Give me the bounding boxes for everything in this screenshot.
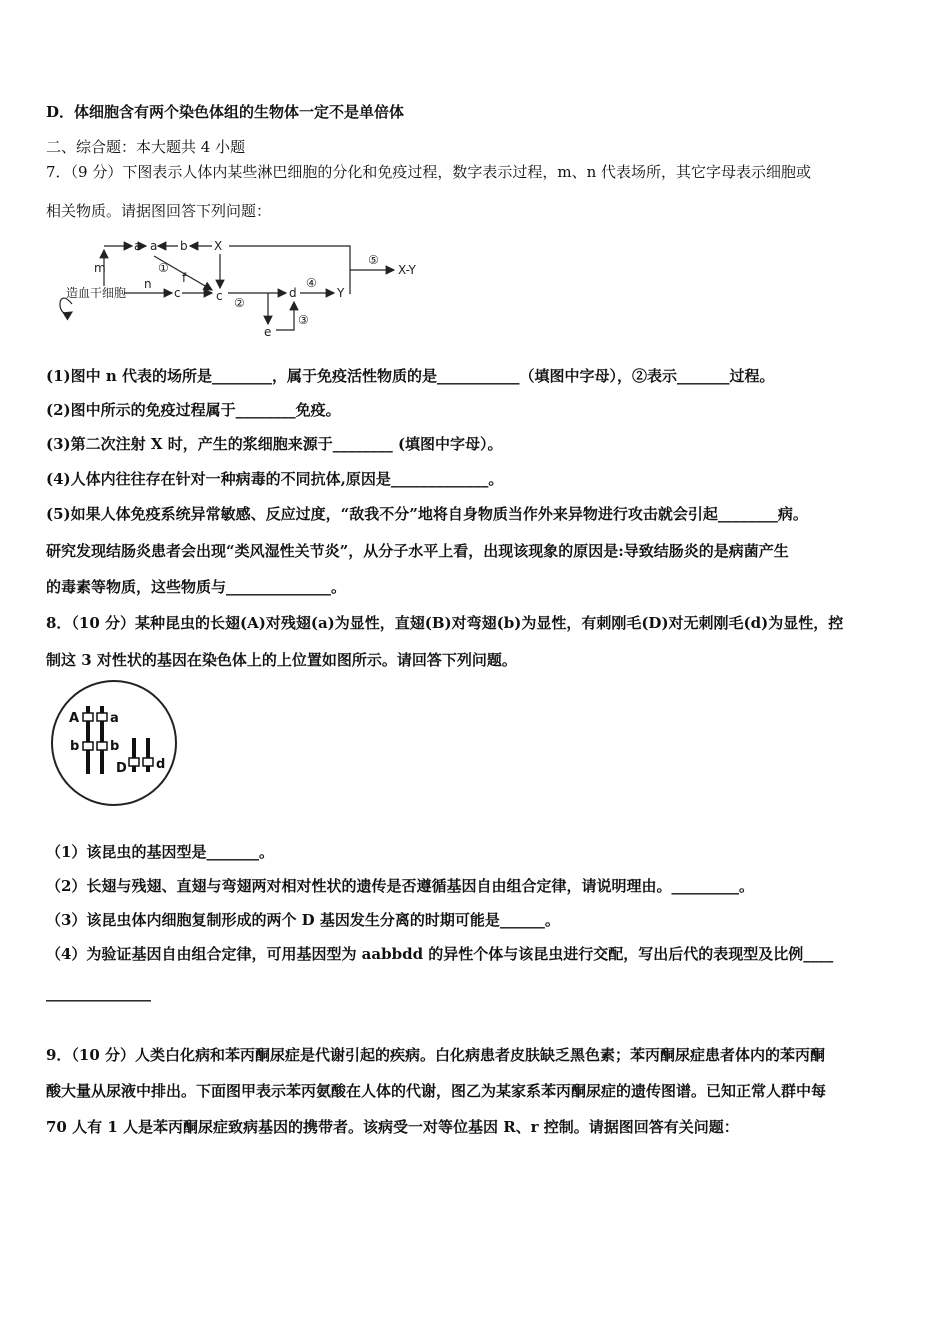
- svg-text:Y: Y: [337, 286, 345, 300]
- svg-text:⑤: ⑤: [368, 253, 379, 267]
- gene-b-right: b: [110, 739, 120, 754]
- section-heading: 二、综合题：本大题共 4 小题: [46, 138, 246, 156]
- svg-text:X-Y: X-Y: [398, 263, 416, 277]
- q7-sub-2: (2)图中所示的免疫过程属于________免疫。: [46, 401, 341, 419]
- q9-stem-line-2: 酸大量从尿液中排出。下面图甲表示苯丙氨酸在人体的代谢，图乙为某家系苯丙酮尿症的遗传图谱。已知正常人群中每: [46, 1082, 827, 1100]
- stem-cell-label: 造血干细胞: [66, 286, 127, 300]
- svg-text:①: ①: [158, 261, 169, 275]
- q8-sub-4-line-1: （4）为验证基因自由组合定律，可用基因型为 aabbdd 的异性个体与该昆虫进行交配，写出后代的表现型及比例____: [46, 945, 834, 963]
- svg-text:②: ②: [234, 296, 245, 310]
- svg-text:m: m: [94, 261, 106, 275]
- svg-text:e: e: [264, 325, 272, 339]
- gene-a: a: [110, 711, 119, 726]
- q7-sub-4: (4)人体内往往存在针对一种病毒的不同抗体,原因是_____________。: [46, 470, 504, 488]
- svg-text:③: ③: [298, 313, 309, 327]
- svg-text:n: n: [144, 277, 152, 291]
- svg-text:④: ④: [306, 276, 317, 290]
- q8-sub-2: （2）长翅与残翅、直翅与弯翅两对相对性状的遗传是否遵循基因自由组合定律，请说明理由。_________。: [46, 877, 754, 895]
- q8-sub-4-line-2: ______________: [46, 984, 151, 1002]
- self-renew-arrow: [60, 298, 72, 314]
- svg-text:X: X: [214, 239, 223, 253]
- gene-A: A: [69, 711, 80, 726]
- svg-text:d: d: [289, 286, 297, 300]
- gene-D: D: [116, 761, 127, 776]
- q7-stem-line-1: 7．（9 分）下图表示人体内某些淋巴细胞的分化和免疫过程，数字表示过程，m、n 代表场所，其它字母表示细胞或: [46, 163, 812, 181]
- q8-stem-line-1: 8．（10 分）某种昆虫的长翅(A)对残翅(a)为显性，直翅(B)对弯翅(b)为显性，有刺刚毛(D)对无刺刚毛(d)为显性，控: [46, 614, 844, 632]
- q7-sub-5-line-3: 的毒素等物质，这些物质与______________。: [46, 578, 347, 596]
- svg-text:b: b: [180, 239, 188, 253]
- svg-text:f: f: [182, 271, 187, 285]
- immune-process-diagram: [54, 232, 434, 342]
- q8-sub-1: （1）该昆虫的基因型是_______。: [46, 843, 274, 861]
- q9-stem-line-3: 70 人有 1 人是苯丙酮尿症致病基因的携带者。该病受一对等位基因 R、r 控制。请据图回答有关问题：: [46, 1118, 739, 1136]
- q8-sub-3: （3）该昆虫体内细胞复制形成的两个 D 基因发生分离的时期可能是______。: [46, 911, 560, 929]
- chromosome-cell-diagram: [48, 680, 182, 808]
- option-d-line: D．体细胞含有两个染色体组的生物体一定不是单倍体: [46, 103, 405, 121]
- q7-sub-1: (1)图中 n 代表的场所是________，属于免疫活性物质的是___________（填图中字母），②表示_______过程。: [46, 367, 775, 385]
- svg-text:c: c: [174, 286, 181, 300]
- svg-text:a: a: [134, 239, 142, 253]
- q7-sub-3: (3)第二次注射 X 时，产生的浆细胞来源于________ (填图中字母）。: [46, 435, 503, 453]
- q7-sub-5-line-1: (5)如果人体免疫系统异常敏感、反应过度，“敌我不分”地将自身物质当作外来异物进行攻击就会引起________病。: [46, 505, 808, 523]
- q7-stem-line-2: 相关物质。请据图回答下列问题：: [46, 202, 272, 220]
- q7-sub-5-line-2: 研究发现结肠炎患者会出现“类风湿性关节炎”，从分子水平上看，出现该现象的原因是:导致结肠炎的是病菌产生: [46, 542, 789, 560]
- q9-stem-line-1: 9．（10 分）人类白化病和苯丙酮尿症是代谢引起的疾病。白化病患者皮肤缺乏黑色素；苯丙酮尿症患者体内的苯丙酮: [46, 1046, 826, 1064]
- svg-text:a: a: [150, 239, 158, 253]
- q8-stem-line-2: 制这 3 对性状的基因在染色体上的上位置如图所示。请回答下列问题。: [46, 651, 517, 669]
- svg-text:c: c: [216, 289, 223, 303]
- gene-b-left: b: [70, 739, 80, 754]
- gene-d: d: [156, 757, 166, 772]
